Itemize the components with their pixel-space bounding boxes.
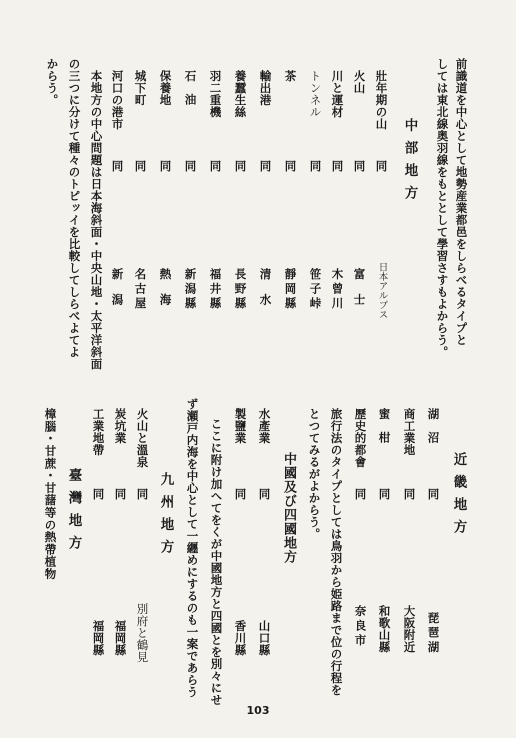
ditto-mark: 同	[374, 160, 389, 172]
list-item-place: 長野縣	[233, 268, 248, 312]
chugoku-shikoku-heading: 中國及び四國地方	[281, 452, 296, 564]
ditto-mark: 同	[257, 488, 272, 500]
list-item-place: 大阪附近	[402, 605, 417, 653]
ditto-mark: 同	[233, 488, 248, 500]
ditto-mark: 同	[208, 160, 223, 172]
chubu-note-line-1: 本地方の中心問題は日本海斜面・中央山地・太平洋斜面	[89, 70, 104, 370]
ditto-mark: 同	[283, 160, 298, 172]
list-item-place: 福岡縣	[113, 620, 128, 656]
ditto-mark: 同	[233, 160, 248, 172]
kinki-note-line-1: 旅行法のタイプとしては鳥羽から姫路まで位の行程を	[329, 408, 344, 696]
list-item-place: 福井縣	[208, 268, 223, 312]
taiwan-heading: 臺灣地方	[65, 468, 82, 558]
list-item-place: 名古屋	[133, 268, 148, 312]
chubu-note-line-3: からう。	[45, 58, 60, 106]
ditto-mark: 同	[183, 160, 198, 172]
kinki-note-line-2: とつてみるがよからう。	[307, 408, 322, 540]
list-item-term: 川と運材	[330, 70, 345, 118]
chugoku-note-line-2: ず瀬戸内海を中心として一纒めにするのも一案であらう	[185, 398, 200, 698]
ditto-mark: 同	[377, 488, 392, 500]
list-item-term: 保養地	[158, 70, 173, 106]
list-item-term: 炭坑業	[113, 408, 128, 444]
list-item-term: 城下町	[133, 70, 148, 106]
list-item-place: 新潟	[110, 268, 125, 319]
ditto-mark: 同	[352, 160, 367, 172]
ditto-mark: 同	[158, 160, 173, 172]
list-item-place: 日本アルプス	[376, 262, 388, 319]
list-item-place: 香川縣	[233, 620, 248, 656]
list-item-place: 山口縣	[257, 620, 272, 656]
list-item-place: 笹子峠	[308, 268, 323, 312]
list-item-place: 靜岡縣	[283, 268, 298, 312]
ditto-mark: 同	[426, 488, 441, 500]
list-item-place: 新潟縣	[183, 268, 198, 312]
ditto-mark: 同	[330, 160, 345, 172]
list-item-place: 木曾川	[330, 268, 345, 312]
intro-line-2: しては東北線奥羽線をもととして學習さすもよからう。	[435, 58, 450, 358]
list-item-place: 和歌山縣	[377, 605, 392, 653]
ditto-mark: 同	[308, 160, 323, 172]
ditto-mark: 同	[402, 488, 417, 500]
taiwan-line-1: 樟腦・甘蔗・甘藷等の熱帶植物	[43, 408, 58, 581]
list-item-term: 羽二重機	[208, 70, 223, 118]
kinki-heading: 近畿地方	[450, 452, 467, 542]
list-item-term: 火山と溫泉	[135, 408, 150, 468]
ditto-mark: 同	[110, 160, 125, 172]
list-item-place: 別府と鶴見	[135, 603, 150, 663]
page-number: 103	[246, 704, 270, 717]
kyushu-heading: 九州地方	[157, 472, 174, 562]
list-item-term: 蜜柑	[377, 408, 392, 455]
list-item-place: 熱海	[158, 268, 173, 319]
list-item-place: 福岡縣	[91, 620, 106, 656]
list-item-term: 輸出港	[258, 70, 273, 106]
list-item-term: 湖沼	[426, 408, 441, 455]
ditto-mark: 同	[133, 160, 148, 172]
list-item-term: トンネル	[308, 70, 323, 118]
chubu-note-line-2: の三つに分けて種々のトピッイを比較してしらべよてよ	[67, 58, 82, 358]
chubu-heading: 中部地方	[401, 118, 418, 208]
list-item-place: 琵琶湖	[426, 612, 441, 656]
intro-line-1: 前識道を中心として地勢産業都邑をしらべるタイプと	[454, 58, 469, 346]
list-item-term: 河口の港市	[110, 70, 125, 130]
ditto-mark: 同	[135, 488, 150, 500]
list-item-term: 製鹽業	[233, 408, 248, 444]
ditto-mark: 同	[353, 488, 368, 500]
list-item-term: 水產業	[257, 408, 272, 444]
list-item-term: 壯年期の山	[374, 70, 389, 130]
ditto-mark: 同	[113, 488, 128, 500]
list-item-term: 石油	[183, 70, 198, 117]
chugoku-note-line-1: ここに附け加へてをくが中國地方と四國とを別々にせ	[209, 418, 224, 706]
list-item-term: 養蠶生絲	[233, 70, 248, 118]
list-item-term: 火山	[352, 70, 367, 94]
list-item-term: 工業地帶	[91, 408, 106, 456]
list-item-term: 歷史的都會	[353, 408, 368, 468]
list-item-term: 茶	[283, 70, 298, 82]
list-item-place: 清水	[258, 268, 273, 319]
list-item-place: 富士	[352, 268, 367, 319]
list-item-term: 商工業地	[402, 408, 417, 456]
ditto-mark: 同	[91, 488, 106, 500]
ditto-mark: 同	[258, 160, 273, 172]
list-item-place: 奈良市	[353, 605, 368, 649]
